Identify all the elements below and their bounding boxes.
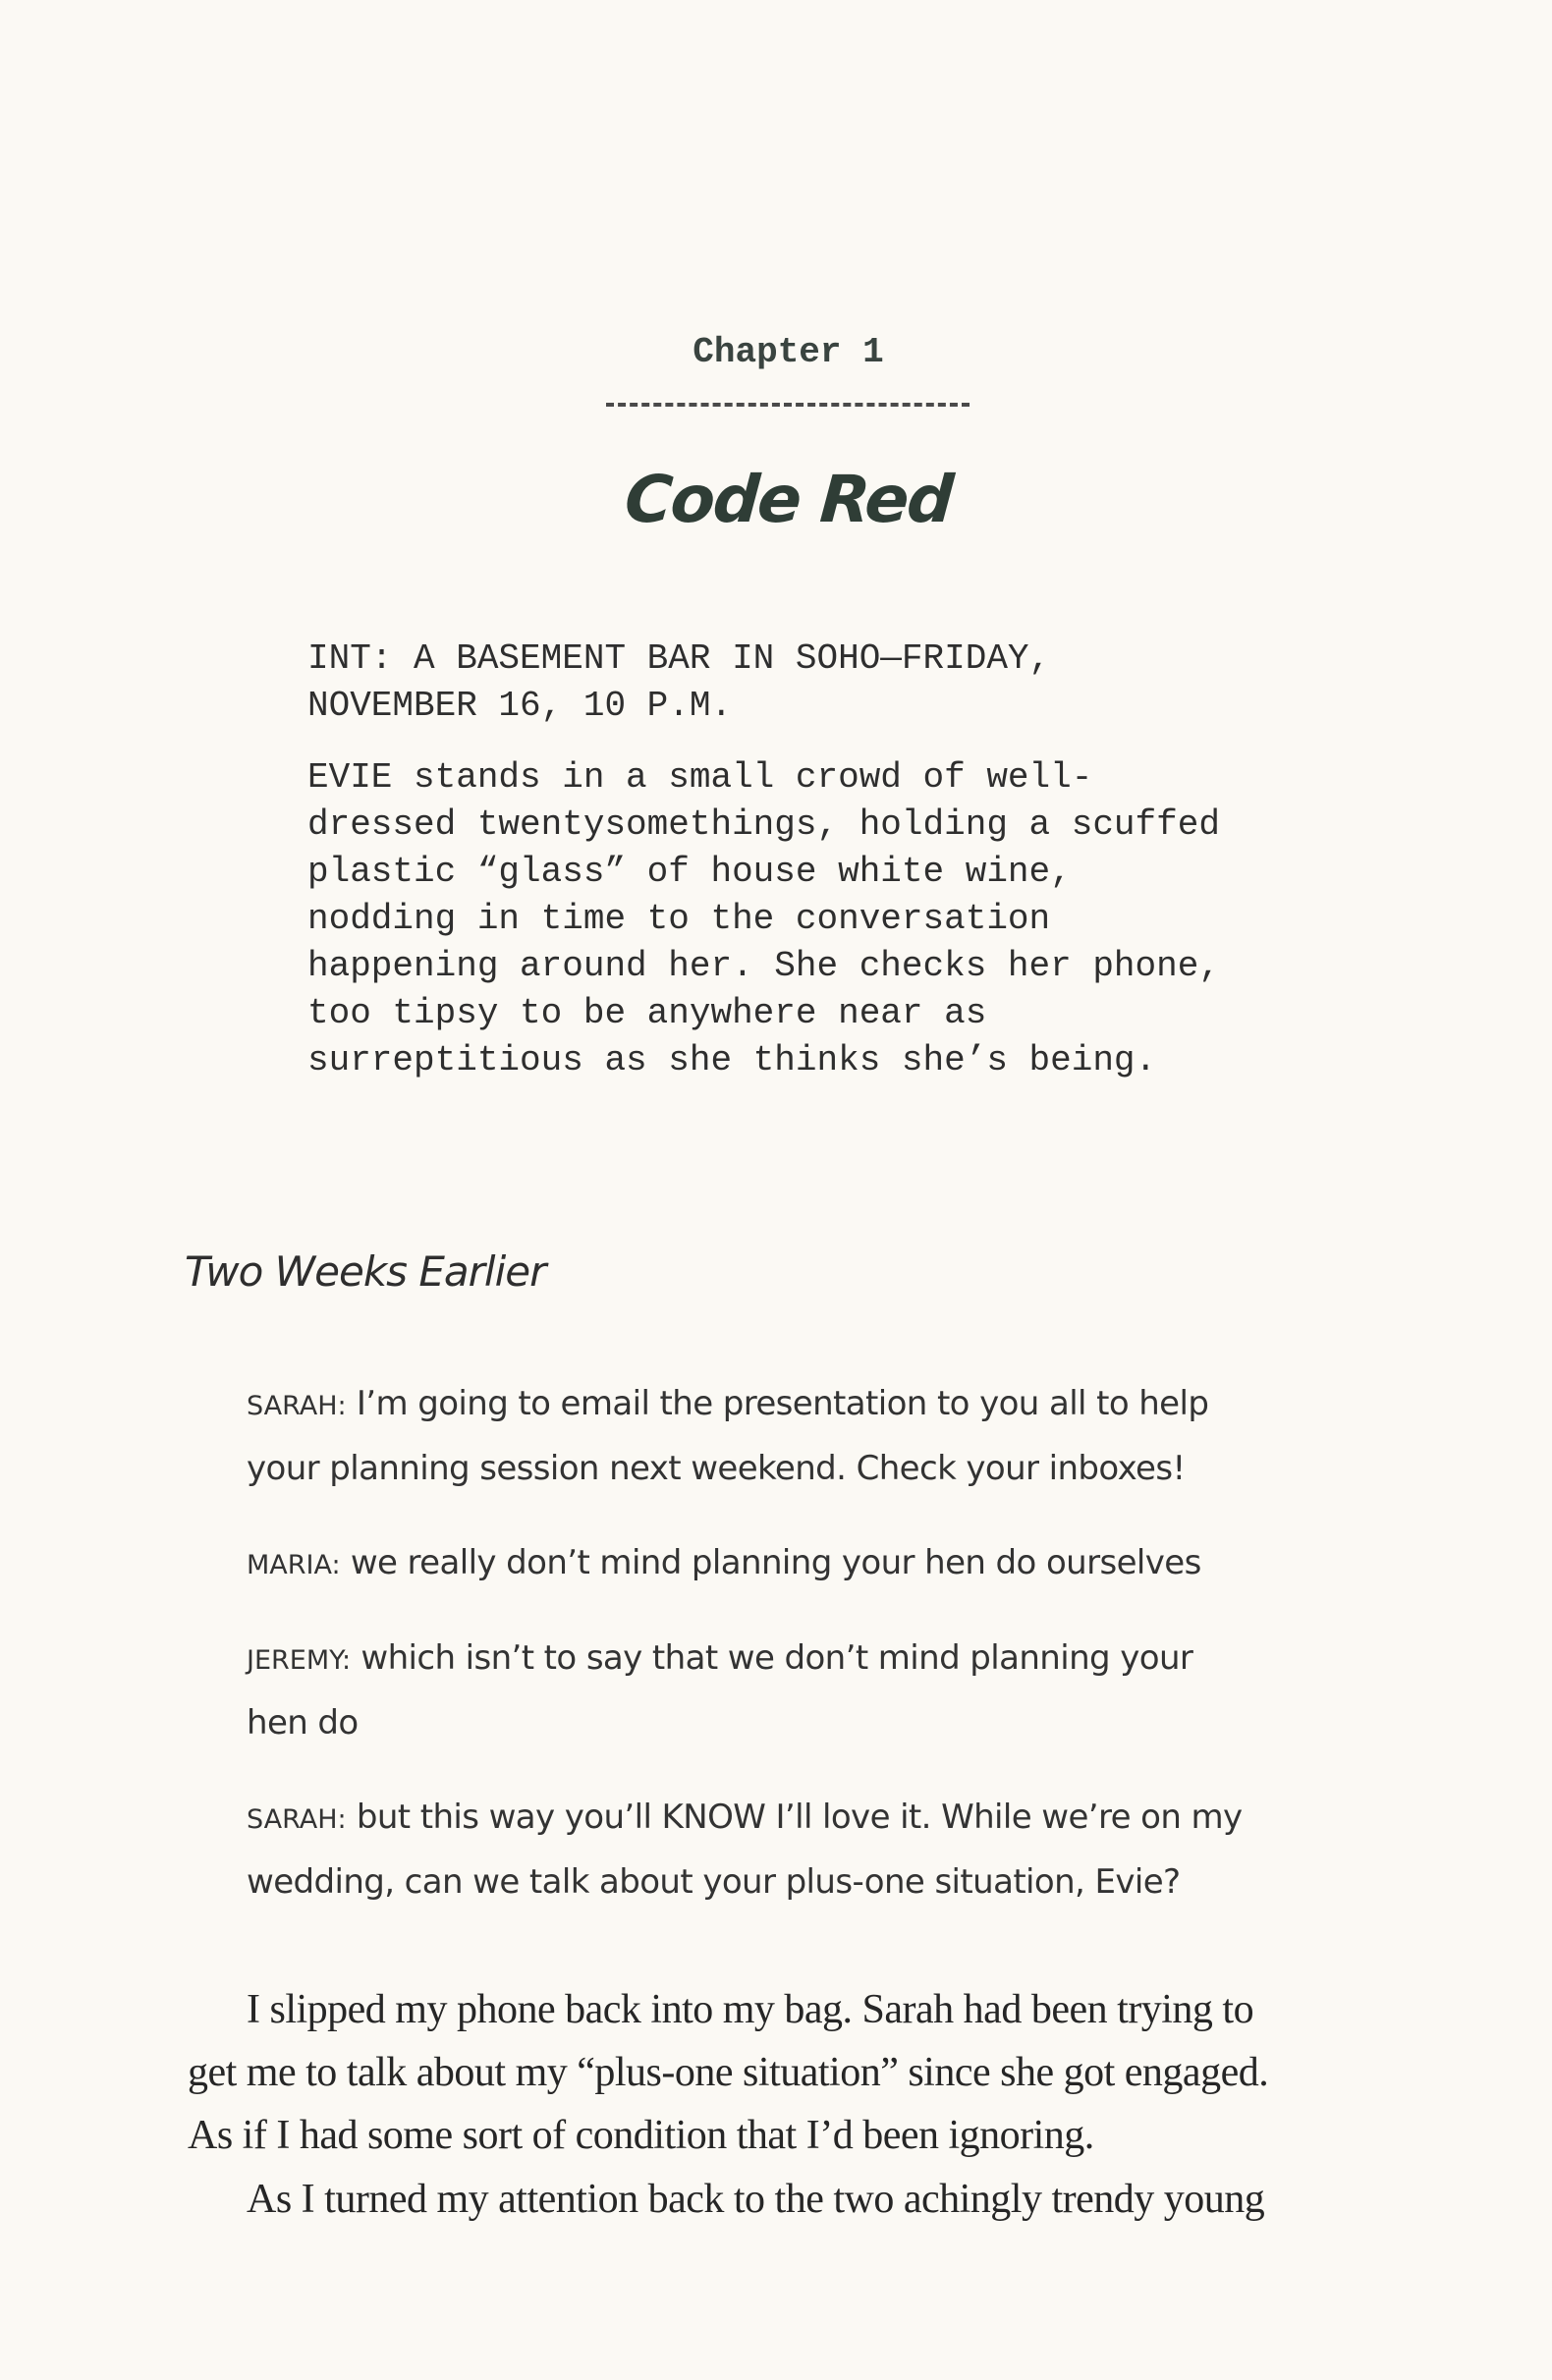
message-text: wedding, can we talk about your plus-one situation, Evie? <box>247 1862 1181 1902</box>
speaker-name: SARAH: <box>247 1391 347 1421</box>
action-line: too tipsy to be anywhere near as <box>307 993 987 1033</box>
message-text: which isn’t to say that we don’t mind planning your <box>360 1638 1193 1678</box>
message-text: we really don’t mind planning your hen do ourselves <box>350 1543 1201 1582</box>
chapter-title: Code Red <box>622 462 955 537</box>
speaker-name: SARAH: <box>247 1804 347 1835</box>
body-line: As I turned my attention back to the two achingly trendy young <box>247 2177 1265 2222</box>
chat-message <box>247 1371 1208 1439</box>
action-line: surreptitious as she thinks she’s being. <box>307 1040 1157 1080</box>
message-text: I’m going to email the presentation to you all to help <box>356 1384 1209 1423</box>
scene-heading-line: NOVEMBER 16, 10 P.M. <box>307 686 733 726</box>
chat-message <box>247 1530 1201 1598</box>
message-text: your planning session next weekend. Check your inboxes! <box>247 1449 1186 1488</box>
action-line: dressed twentysomethings, holding a scuffed <box>307 804 1220 845</box>
action-line: EVIE stands in a small crowd of well- <box>307 757 1093 798</box>
body-line: I slipped my phone back into my bag. Sarah had been trying to <box>247 1987 1254 2032</box>
body-line: As if I had some sort of condition that I’d been ignoring. <box>188 2113 1094 2158</box>
chat-message <box>247 1626 1192 1693</box>
message-text: but this way you’ll KNOW I’ll love it. While we’re on my <box>356 1798 1243 1837</box>
chapter-divider <box>606 403 970 407</box>
speaker-name: MARIA: <box>247 1550 341 1580</box>
action-line: happening around her. She checks her phone, <box>307 946 1220 986</box>
chat-message <box>247 1785 1243 1853</box>
message-text: hen do <box>247 1703 359 1743</box>
scene-heading-line: INT: A BASEMENT BAR IN SOHO—FRIDAY, <box>307 638 1051 679</box>
action-line: nodding in time to the conversation <box>307 899 1051 939</box>
action-line: plastic “glass” of house white wine, <box>307 852 1072 892</box>
body-line: get me to talk about my “plus-one situation” since she got engaged. <box>188 2050 1269 2095</box>
section-heading: Two Weeks Earlier <box>185 1247 546 1296</box>
chapter-label: Chapter 1 <box>693 332 884 372</box>
speaker-name: JEREMY: <box>247 1645 352 1676</box>
